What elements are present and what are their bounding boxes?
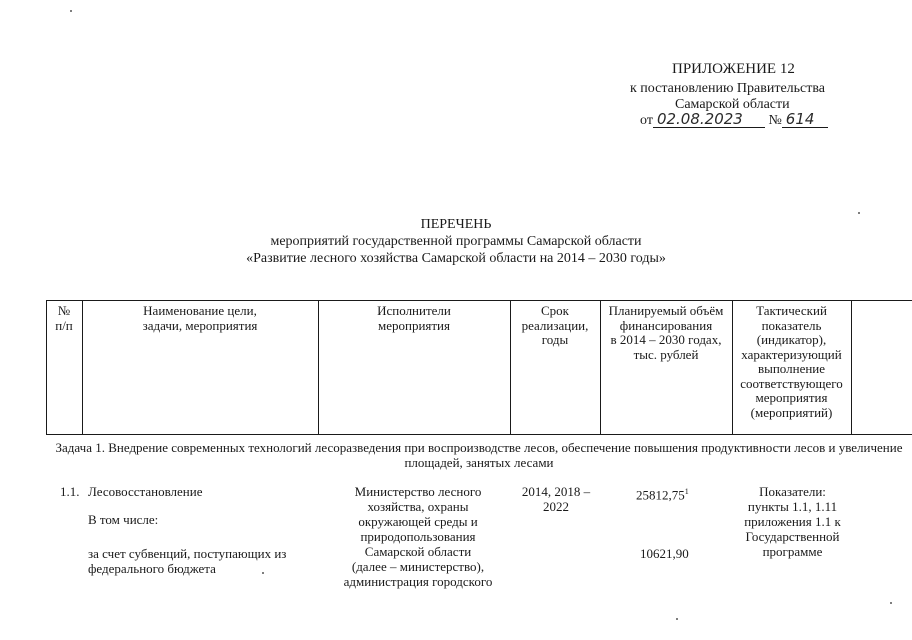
appendix-title: ПРИЛОЖЕНИЕ 12 <box>672 61 795 77</box>
row-amount-value: 25812,75 <box>636 487 685 503</box>
col-header-amount: Планируемый объём финансирования в 2014 – 2030 годах, тыс. рублей <box>608 303 724 362</box>
scan-speck <box>676 618 678 620</box>
row-sub-label: В том числе: <box>88 512 159 527</box>
row-name: Лесовосстановление <box>88 484 203 499</box>
row-number: 1.1. <box>60 484 80 499</box>
row-amount <box>636 484 689 502</box>
row-sub-amount: 10621,90 <box>640 546 689 561</box>
doc-subtitle-line2: «Развитие лесного хозяйства Самарской области на 2014 – 2030 годы» <box>246 251 666 266</box>
appendix-subtitle-line1: к постановлению Правительства <box>630 81 826 96</box>
handwritten-date: 02.08.2023 <box>653 112 765 128</box>
appendix-subtitle-line2: Самарской области <box>675 97 790 112</box>
row-period: 2014, 2018 – 2022 <box>521 484 591 514</box>
scan-speck <box>890 602 892 604</box>
col-header-name: Наименование цели, задачи, мероприятия <box>142 303 258 333</box>
handwritten-number: 614 <box>782 112 828 128</box>
row-sub-name: за счет субвенций, поступающих из федерального бюджета <box>88 546 287 576</box>
scan-speck <box>858 212 860 214</box>
date-prefix: от <box>640 113 653 128</box>
task-row: Задача 1. Внедрение современных технологий лесоразведения при воспроизводстве лесов, обеспечение повышения продуктивности лесов и увеличение площадей, занятых лесами <box>55 440 903 470</box>
doc-subtitle-line1: мероприятий государственной программы Самарской области <box>270 234 642 249</box>
col-header-period: Срок реализации, годы <box>521 303 589 347</box>
number-prefix: № <box>768 113 782 128</box>
scan-speck <box>262 572 264 574</box>
row-amount-footnote: 1 <box>684 487 689 496</box>
scan-speck <box>70 10 72 12</box>
col-header-num: № п/п <box>55 303 73 333</box>
table-header-border-bottom <box>46 434 912 435</box>
col-header-executor: Исполнители мероприятия <box>377 303 451 333</box>
table-border-top <box>46 300 912 301</box>
doc-title: ПЕРЕЧЕНЬ <box>420 217 492 232</box>
table-col-border <box>851 300 852 434</box>
appendix-date-line <box>640 112 828 129</box>
row-indicator: Показатели: пункты 1.1, 1.11 приложения 1.1 к Государственной программе <box>744 484 841 559</box>
row-executor: Министерство лесного хозяйства, охраны окружающей среды и природопользования Самарской области (далее – министерство), администрация городского <box>343 484 493 589</box>
col-header-indicator: Тактический показатель (индикатор), характеризующий выполнение соответствующего мероприятия (мероприятий) <box>740 303 843 420</box>
